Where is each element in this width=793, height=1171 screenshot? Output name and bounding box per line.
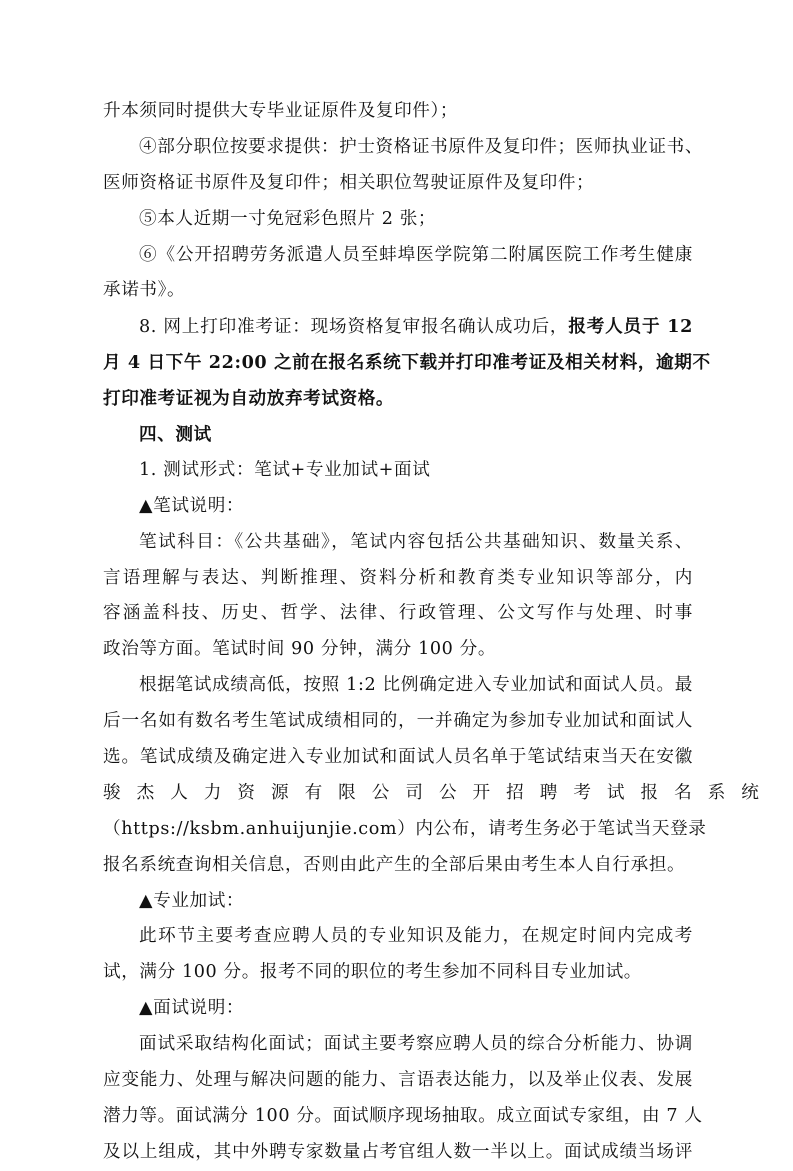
bold-text: 报考人员于 12 [568,316,693,338]
paragraph-line: 骏杰人力资源有限公司公开招聘考试报名系统 [103,782,775,803]
normal-text: 8. 网上打印准考证：现场资格复审报名确认成功后， [139,317,569,338]
paragraph-line: 及以上组成，其中外聘专家数量占考官组人数一半以上。面试成绩当场评 [103,1141,693,1162]
paragraph-line: 承诺书》。 [103,280,186,301]
paragraph-line: 打印准考证视为自动放弃考试资格。 [103,388,395,410]
paragraph-line [103,309,693,345]
paragraph-line: 根据笔试成绩高低，按照 1:2 比例确定进入专业加试和面试人员。最 [139,675,693,696]
paragraph-line: 面试采取结构化面试；面试主要考察应聘人员的综合分析能力、协调 [139,1034,693,1055]
paragraph-line: 潜力等。面试满分 100 分。面试顺序现场抽取。成立面试专家组，由 7 人 [103,1105,703,1126]
paragraph-line: 选。笔试成绩及确定进入专业加试和面试人员名单于笔试结束当天在安徽 [103,747,693,768]
document-body [103,94,775,1171]
paragraph-line: 言语理解与表达、判断推理、资料分析和教育类专业知识等部分，内 [103,567,693,588]
url-line: （https://ksbm.anhuijunjie.com）内公布，请考生务必于笔试当天登录 [103,818,707,839]
subsection-label: ▲笔试说明： [139,495,245,516]
subsection-label: ▲专业加试： [139,890,245,911]
paragraph-line: ⑤本人近期一寸免冠彩色照片 2 张； [139,208,437,229]
section-heading: 四、测试 [139,424,212,446]
paragraph-line: 应变能力、处理与解决问题的能力、言语表达能力，以及举止仪表、发展 [103,1070,693,1091]
subsection-label: ▲面试说明： [139,998,245,1019]
paragraph-line: 月 4 日下午 22:00 之前在报名系统下载并打印准考证及相关材料，逾期不 [103,352,711,374]
paragraph-line: 政治等方面。笔试时间 90 分钟，满分 100 分。 [103,639,497,660]
paragraph-line: 试，满分 100 分。报考不同的职位的考生参加不同科目专业加试。 [103,962,642,983]
paragraph-line: ④部分职位按要求提供：护士资格证书原件及复印件；医师执业证书、 [139,136,704,157]
paragraph-line: 医师资格证书原件及复印件；相关职位驾驶证原件及复印件； [103,172,595,193]
paragraph-line: 此环节主要考查应聘人员的专业知识及能力，在规定时间内完成考 [139,926,693,947]
paragraph-line: 笔试科目：《公共基础》，笔试内容包括公共基础知识、数量关系、 [139,531,693,552]
paragraph-line: 升本须同时提供大专毕业证原件及复印件）； [103,101,459,121]
paragraph-line: ⑥《公开招聘劳务派遣人员至蚌埠医学院第二附属医院工作考生健康 [139,244,693,265]
paragraph-line: 后一名如有数名考生笔试成绩相同的，一并确定为参加专业加试和面试人 [103,711,693,732]
paragraph-line: 1. 测试形式：笔试+专业加试+面试 [139,459,431,480]
paragraph-line: 报名系统查询相关信息，否则由此产生的全部后果由考生本人自行承担。 [103,854,686,875]
paragraph-line: 容涵盖科技、历史、哲学、法律、行政管理、公文写作与处理、时事 [103,603,693,624]
